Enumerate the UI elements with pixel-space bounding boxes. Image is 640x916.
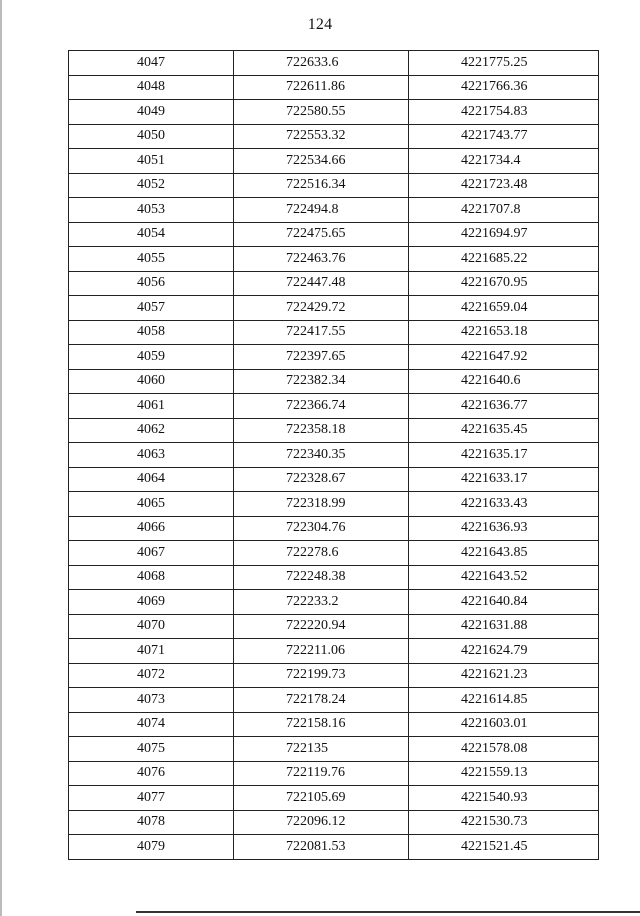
point-id-cell: 4066 (69, 516, 234, 541)
x-coordinate-cell: 722278.6 (234, 541, 409, 566)
point-id-cell: 4070 (69, 614, 234, 639)
bottom-rule (136, 911, 640, 913)
point-id-cell: 4057 (69, 296, 234, 321)
table-row (69, 516, 599, 541)
point-id-cell: 4078 (69, 810, 234, 835)
x-coordinate-cell: 722516.34 (234, 173, 409, 198)
y-coordinate-cell: 4221707.8 (409, 198, 599, 223)
x-coordinate-cell: 722158.16 (234, 712, 409, 737)
point-id-cell: 4072 (69, 663, 234, 688)
x-coordinate-cell: 722105.69 (234, 786, 409, 811)
table-row (69, 247, 599, 272)
table-row (69, 786, 599, 811)
table-row (69, 124, 599, 149)
y-coordinate-cell: 4221621.23 (409, 663, 599, 688)
point-id-cell: 4051 (69, 149, 234, 174)
table-row (69, 222, 599, 247)
point-id-cell: 4076 (69, 761, 234, 786)
point-id-cell: 4058 (69, 320, 234, 345)
point-id-cell: 4065 (69, 492, 234, 517)
x-coordinate-cell: 722119.76 (234, 761, 409, 786)
x-coordinate-cell: 722553.32 (234, 124, 409, 149)
y-coordinate-cell: 4221659.04 (409, 296, 599, 321)
table-row (69, 271, 599, 296)
y-coordinate-cell: 4221603.01 (409, 712, 599, 737)
table-row (69, 100, 599, 125)
point-id-cell: 4061 (69, 394, 234, 419)
table-row (69, 663, 599, 688)
coordinate-table (68, 50, 599, 860)
y-coordinate-cell: 4221640.6 (409, 369, 599, 394)
table-row (69, 712, 599, 737)
table-row (69, 761, 599, 786)
page-number: 124 (307, 16, 333, 33)
y-coordinate-cell: 4221633.17 (409, 467, 599, 492)
x-coordinate-cell: 722580.55 (234, 100, 409, 125)
x-coordinate-cell: 722397.65 (234, 345, 409, 370)
y-coordinate-cell: 4221635.45 (409, 418, 599, 443)
x-coordinate-cell: 722081.53 (234, 835, 409, 860)
y-coordinate-cell: 4221723.48 (409, 173, 599, 198)
point-id-cell: 4049 (69, 100, 234, 125)
y-coordinate-cell: 4221653.18 (409, 320, 599, 345)
table-row (69, 590, 599, 615)
x-coordinate-cell: 722463.76 (234, 247, 409, 272)
y-coordinate-cell: 4221521.45 (409, 835, 599, 860)
y-coordinate-cell: 4221636.77 (409, 394, 599, 419)
table-row (69, 810, 599, 835)
point-id-cell: 4053 (69, 198, 234, 223)
x-coordinate-cell: 722318.99 (234, 492, 409, 517)
point-id-cell: 4062 (69, 418, 234, 443)
y-coordinate-cell: 4221636.93 (409, 516, 599, 541)
point-id-cell: 4055 (69, 247, 234, 272)
y-coordinate-cell: 4221643.85 (409, 541, 599, 566)
point-id-cell: 4054 (69, 222, 234, 247)
point-id-cell: 4056 (69, 271, 234, 296)
point-id-cell: 4075 (69, 737, 234, 762)
point-id-cell: 4073 (69, 688, 234, 713)
y-coordinate-cell: 4221685.22 (409, 247, 599, 272)
x-coordinate-cell: 722211.06 (234, 639, 409, 664)
point-id-cell: 4047 (69, 51, 234, 76)
table-row (69, 418, 599, 443)
point-id-cell: 4059 (69, 345, 234, 370)
point-id-cell: 4063 (69, 443, 234, 468)
x-coordinate-cell: 722429.72 (234, 296, 409, 321)
point-id-cell: 4079 (69, 835, 234, 860)
x-coordinate-cell: 722447.48 (234, 271, 409, 296)
x-coordinate-cell: 722475.65 (234, 222, 409, 247)
point-id-cell: 4048 (69, 75, 234, 100)
x-coordinate-cell: 722494.8 (234, 198, 409, 223)
x-coordinate-cell: 722220.94 (234, 614, 409, 639)
table-row (69, 835, 599, 860)
table-row (69, 737, 599, 762)
table-row (69, 688, 599, 713)
table-row (69, 614, 599, 639)
y-coordinate-cell: 4221559.13 (409, 761, 599, 786)
x-coordinate-cell: 722633.6 (234, 51, 409, 76)
table-row (69, 296, 599, 321)
table-row (69, 541, 599, 566)
table-row (69, 173, 599, 198)
table-row (69, 369, 599, 394)
x-coordinate-cell: 722611.86 (234, 75, 409, 100)
y-coordinate-cell: 4221734.4 (409, 149, 599, 174)
point-id-cell: 4052 (69, 173, 234, 198)
table-row (69, 492, 599, 517)
x-coordinate-cell: 722248.38 (234, 565, 409, 590)
table-row (69, 198, 599, 223)
x-coordinate-cell: 722340.35 (234, 443, 409, 468)
table-row (69, 467, 599, 492)
y-coordinate-cell: 4221743.77 (409, 124, 599, 149)
x-coordinate-cell: 722096.12 (234, 810, 409, 835)
y-coordinate-cell: 4221754.83 (409, 100, 599, 125)
point-id-cell: 4060 (69, 369, 234, 394)
point-id-cell: 4069 (69, 590, 234, 615)
point-id-cell: 4067 (69, 541, 234, 566)
table-row (69, 639, 599, 664)
point-id-cell: 4074 (69, 712, 234, 737)
x-coordinate-cell: 722417.55 (234, 320, 409, 345)
y-coordinate-cell: 4221670.95 (409, 271, 599, 296)
y-coordinate-cell: 4221614.85 (409, 688, 599, 713)
x-coordinate-cell: 722233.2 (234, 590, 409, 615)
point-id-cell: 4064 (69, 467, 234, 492)
y-coordinate-cell: 4221766.36 (409, 75, 599, 100)
y-coordinate-cell: 4221640.84 (409, 590, 599, 615)
x-coordinate-cell: 722382.34 (234, 369, 409, 394)
x-coordinate-cell: 722304.76 (234, 516, 409, 541)
table-row (69, 345, 599, 370)
y-coordinate-cell: 4221775.25 (409, 51, 599, 76)
point-id-cell: 4050 (69, 124, 234, 149)
y-coordinate-cell: 4221647.92 (409, 345, 599, 370)
y-coordinate-cell: 4221540.93 (409, 786, 599, 811)
table-row (69, 75, 599, 100)
y-coordinate-cell: 4221578.08 (409, 737, 599, 762)
x-coordinate-cell: 722178.24 (234, 688, 409, 713)
y-coordinate-cell: 4221624.79 (409, 639, 599, 664)
point-id-cell: 4077 (69, 786, 234, 811)
y-coordinate-cell: 4221631.88 (409, 614, 599, 639)
x-coordinate-cell: 722199.73 (234, 663, 409, 688)
point-id-cell: 4068 (69, 565, 234, 590)
x-coordinate-cell: 722366.74 (234, 394, 409, 419)
y-coordinate-cell: 4221643.52 (409, 565, 599, 590)
y-coordinate-cell: 4221635.17 (409, 443, 599, 468)
x-coordinate-cell: 722358.18 (234, 418, 409, 443)
table-row (69, 149, 599, 174)
table-row (69, 565, 599, 590)
x-coordinate-cell: 722534.66 (234, 149, 409, 174)
table-row (69, 394, 599, 419)
x-coordinate-cell: 722135 (234, 737, 409, 762)
coordinate-table-body (69, 51, 599, 860)
y-coordinate-cell: 4221530.73 (409, 810, 599, 835)
table-row (69, 443, 599, 468)
table-row (69, 320, 599, 345)
page-edge-shadow (0, 0, 2, 916)
x-coordinate-cell: 722328.67 (234, 467, 409, 492)
table-row (69, 51, 599, 76)
y-coordinate-cell: 4221633.43 (409, 492, 599, 517)
coordinate-table-container (68, 50, 598, 860)
point-id-cell: 4071 (69, 639, 234, 664)
y-coordinate-cell: 4221694.97 (409, 222, 599, 247)
